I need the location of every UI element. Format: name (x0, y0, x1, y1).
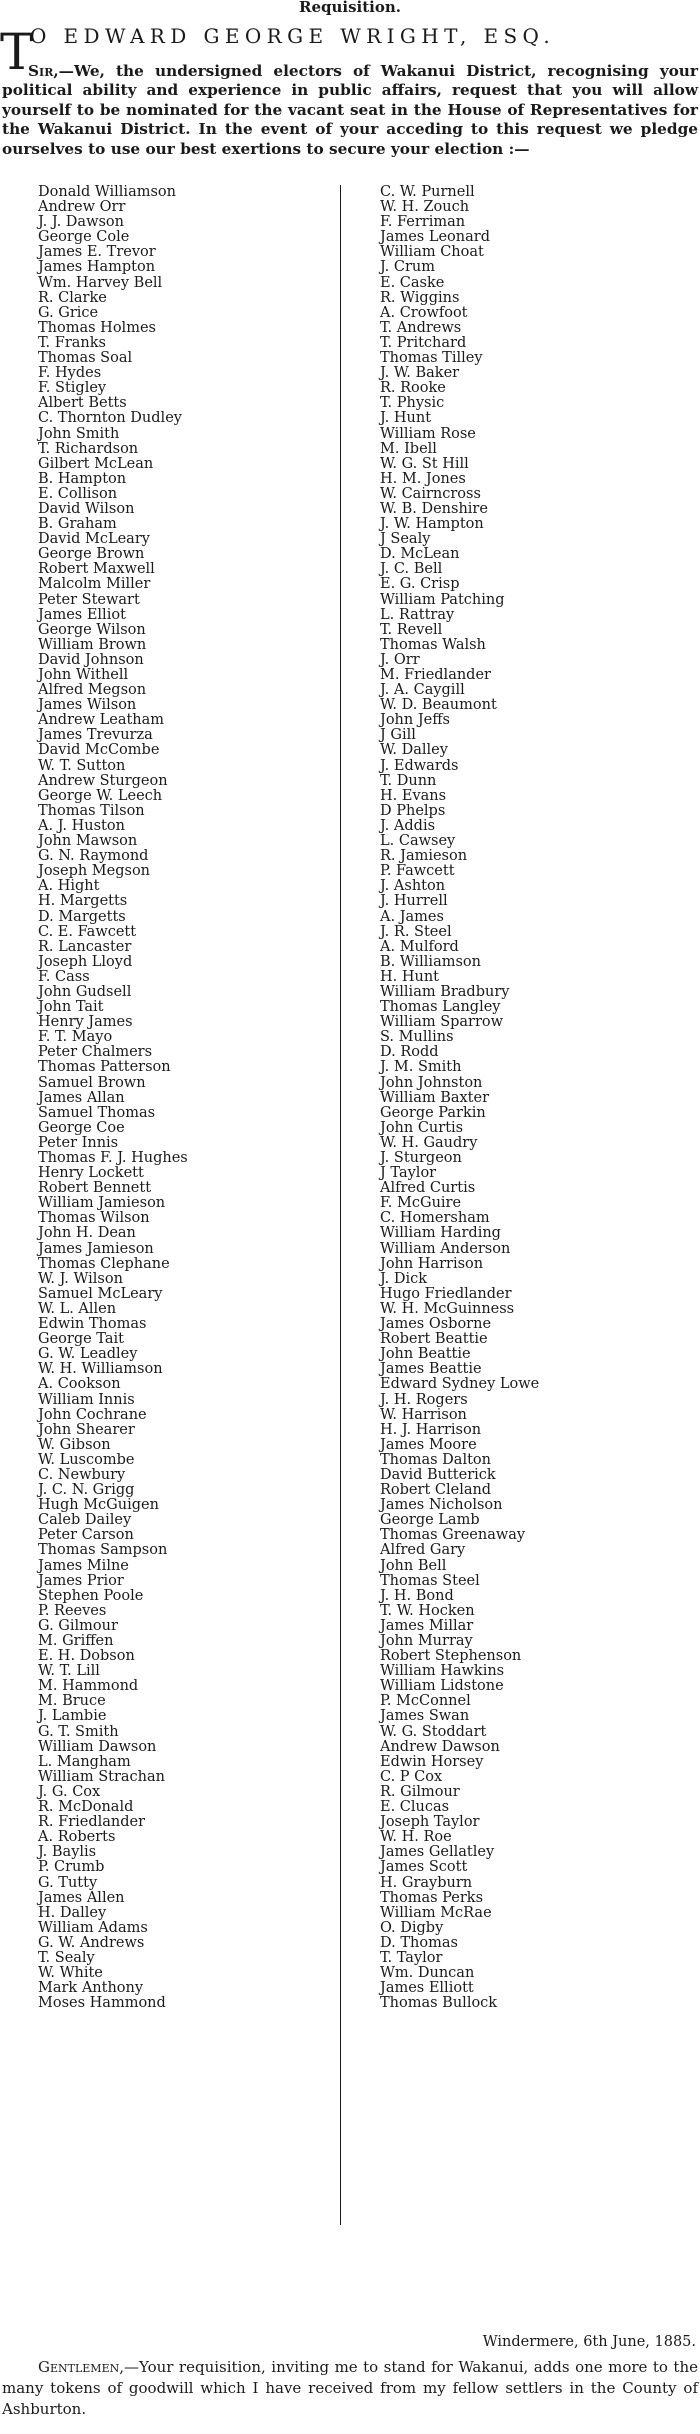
signatory-name: R. Friedlander (38, 1814, 146, 1831)
signatory-name: E. H. Dobson (38, 1648, 135, 1665)
signatory-name: Alfred Curtis (380, 1180, 476, 1197)
signatory-name: James Nicholson (380, 1497, 503, 1514)
signatory-name: Hugh McGuigen (38, 1497, 159, 1514)
signatory-name: J Gill (380, 727, 416, 744)
signatory-name: John Smith (38, 425, 120, 442)
signatory-name: James Milne (38, 1557, 129, 1574)
signatory-name: J. J. Dawson (38, 214, 125, 231)
signatory-name: Thomas Tilson (38, 802, 145, 819)
signatory-name: George Cole (38, 229, 130, 246)
signatory-name: Andrew Orr (38, 199, 126, 216)
requisition-text (2, 62, 698, 159)
signatory-name: James Elliott (380, 1980, 474, 1997)
signatory-name: C. Newbury (38, 1466, 126, 1483)
signatory-name: R. Wiggins (380, 289, 460, 306)
signatory-columns (0, 185, 700, 2225)
signatory-name: F. Stigley (38, 380, 107, 397)
signatory-name: W. H. Williamson (38, 1361, 163, 1378)
signatory-name: G. W. Leadley (38, 1346, 138, 1363)
signatory-name: D. Rodd (380, 1044, 439, 1061)
signatory-name: Thomas Bullock (380, 1995, 498, 2012)
signatory-name: O. Digby (380, 1919, 444, 1936)
signatory-name: Thomas Tilley (380, 350, 483, 367)
signatory-name: W. L. Allen (38, 1300, 117, 1317)
signatory-name: Malcolm Miller (38, 576, 151, 593)
signatory-name: James Beattie (380, 1361, 482, 1378)
signatory-name: John Mawson (38, 833, 138, 850)
signatory-name: James Trevurza (38, 727, 153, 744)
signatory-name: F. McGuire (380, 1195, 462, 1212)
signatory-name: E. G. Crisp (380, 576, 460, 593)
signatory-name: Thomas Soal (38, 350, 133, 367)
signatory-name: A. J. Huston (38, 817, 125, 834)
signatory-name: W. H. Zouch (380, 199, 470, 216)
signatory-name: F. T. Mayo (38, 1029, 113, 1046)
signatory-name: J Taylor (380, 1165, 437, 1182)
signatory-name: Henry James (38, 1014, 133, 1031)
signatory-name: Thomas F. J. Hughes (38, 1150, 188, 1166)
signatory-name: Joseph Megson (38, 863, 151, 880)
signatory-name: L. Mangham (38, 1753, 131, 1770)
signatory-name: Moses Hammond (38, 1995, 166, 2012)
signatory-name: A. Hight (38, 878, 100, 895)
signatory-name: T. Revell (380, 621, 443, 638)
signatory-name: J. H. Bond (380, 1587, 454, 1604)
signatory-name: Peter Innis (38, 1134, 119, 1151)
signatory-name: C. P Cox (380, 1768, 443, 1785)
signatory-name: Joseph Taylor (380, 1814, 480, 1831)
signatory-name: W. J. Wilson (38, 1270, 123, 1287)
signatory-name: J. Baylis (38, 1844, 97, 1861)
reply-text (2, 2357, 698, 2420)
signatory-name: George Coe (38, 1119, 125, 1136)
section-heading: Requisition. (298, 0, 401, 16)
signatory-name: Samuel Brown (38, 1074, 146, 1091)
signatory-name: James Swan (380, 1708, 470, 1725)
reply-body: —Your requisition, inviting me to stand for Wakanui, adds one more to the many tokens of goodwill which I have received from my fellow settlers in the County of Ashburton. (2, 2358, 698, 2418)
signatory-name: A. Crowfoot (380, 304, 468, 321)
signatory-list-right (380, 185, 680, 2011)
signatory-name: William Choat (380, 244, 484, 261)
signatory-name: Thomas Holmes (38, 319, 156, 336)
signatory-name: William Rose (380, 425, 476, 442)
signatory-name: William McRae (380, 1904, 492, 1921)
signatory-name: T. Dunn (380, 772, 437, 789)
signatory-name: David McLeary (38, 531, 150, 548)
signatory-name: George Wilson (38, 621, 146, 638)
signatory-name: W. H. Roe (380, 1829, 452, 1846)
signatory-name: William Strachan (38, 1768, 165, 1785)
signatory-name: D. McLean (380, 546, 460, 563)
signatory-name: James Leonard (380, 229, 490, 246)
signatory-name: Hugo Friedlander (380, 1285, 512, 1302)
signatory-name: H. M. Jones (380, 470, 466, 487)
signatory-name: W. H. Gaudry (380, 1134, 478, 1151)
signatory-name: Thomas Wilson (38, 1210, 150, 1227)
signatory-name: John Jeffs (380, 712, 450, 729)
signatory-name: William Anderson (380, 1240, 511, 1257)
signatory-name: John Curtis (380, 1119, 464, 1136)
signatory-name: Joseph Lloyd (38, 953, 133, 970)
signatory-name: Andrew Leatham (38, 712, 165, 729)
signatory-name: Thomas Walsh (380, 636, 486, 653)
signatory-name: W. Gibson (38, 1436, 111, 1453)
signatory-name: W. White (38, 1965, 103, 1982)
signatory-name: R. Lancaster (38, 938, 132, 955)
signatory-name: James Jamieson (38, 1240, 154, 1257)
signatory-name: R. Rooke (380, 380, 446, 397)
reply-salutation: Gentlemen, (38, 2358, 124, 2376)
signatory-name: F. Ferriman (380, 214, 466, 231)
addressee: O EDWARD GEORGE WRIGHT, ESQ. (30, 24, 556, 48)
signatory-name: Stephen Poole (38, 1587, 144, 1604)
signatory-name: James Allan (38, 1089, 125, 1106)
signatory-name: Mark Anthony (38, 1980, 144, 1997)
drop-cap: T (0, 23, 34, 81)
signatory-name: J. Sturgeon (380, 1150, 462, 1166)
signatory-name: Henry Lockett (38, 1165, 144, 1182)
signatory-name: T. W. Hocken (380, 1602, 475, 1619)
signatory-name: William Baxter (380, 1089, 490, 1106)
signatory-name: Robert Beattie (380, 1331, 488, 1348)
signatory-name: Donald Williamson (38, 184, 176, 200)
signatory-name: J. W. Baker (380, 365, 460, 382)
signatory-name: Alfred Megson (38, 682, 147, 699)
column-divider (340, 185, 341, 2225)
signatory-name: J Sealy (380, 531, 431, 548)
signatory-name: R. McDonald (38, 1799, 134, 1816)
signatory-name: James Millar (380, 1617, 474, 1634)
signatory-name: William Innis (38, 1391, 135, 1408)
signatory-name: W. B. Denshire (380, 500, 488, 517)
signatory-name: C. Homersham (380, 1210, 490, 1227)
signatory-name: James Osborne (380, 1316, 492, 1333)
requisition-body: —We, the undersigned electors of Wakanui District, recognising your political ability and experience in public affairs, request that you will allow yourself to be nominated for the vacant seat in the House of Representatives for the Wakanui District. In the event of your acceding to this request we pledge ourselves to use our best exertions to secure your election :— (2, 62, 698, 158)
signatory-name: David Butterick (380, 1466, 496, 1483)
signatory-name: G. W. Andrews (38, 1934, 145, 1951)
signatory-name: John Murray (380, 1633, 473, 1649)
signatory-name: David Johnson (38, 651, 144, 668)
signatory-name: D. Thomas (380, 1934, 458, 1951)
signatory-name: Albert Betts (38, 395, 127, 412)
signatory-name: H. Dalley (38, 1904, 107, 1921)
signatory-name: T. Taylor (380, 1949, 443, 1966)
signatory-name: D Phelps (380, 802, 446, 819)
signatory-name: P. McConnel (380, 1693, 471, 1710)
signatory-name: R. Gilmour (380, 1783, 460, 1800)
signatory-name: Thomas Perks (380, 1889, 484, 1906)
signatory-name: J. M. Smith (380, 1059, 462, 1076)
signatory-name: T. Andrews (380, 319, 462, 336)
signatory-name: J. Crum (380, 259, 436, 276)
signatory-name: T. Franks (38, 334, 106, 351)
signatory-name: B. Graham (38, 516, 117, 533)
signatory-name: W. T. Lill (38, 1663, 100, 1680)
signatory-name: J. Ashton (380, 878, 446, 895)
signatory-name: William Dawson (38, 1738, 157, 1755)
signatory-name: F. Hydes (38, 365, 102, 382)
signatory-name: J. Dick (380, 1270, 428, 1287)
signatory-name: W. H. McGuinness (380, 1300, 515, 1317)
signatory-name: Wm. Harvey Bell (38, 274, 163, 291)
signatory-name: Thomas Langley (380, 999, 501, 1016)
signatory-name: Thomas Patterson (38, 1059, 171, 1076)
signatory-name: M. Hammond (38, 1678, 139, 1695)
signatory-name: H. Grayburn (380, 1874, 473, 1891)
signatory-name: J. Hunt (380, 410, 432, 427)
signatory-name: W. D. Beaumont (380, 697, 497, 714)
signatory-name: T. Physic (380, 395, 445, 412)
signatory-name: J. R. Steel (380, 923, 452, 940)
signatory-name: Edwin Thomas (38, 1316, 147, 1333)
signatory-name: John Cochrane (38, 1406, 147, 1423)
signatory-name: G. T. Smith (38, 1723, 119, 1740)
signatory-name: James Allen (38, 1889, 125, 1906)
signatory-name: W. G. Stoddart (380, 1723, 487, 1740)
signatory-name: Samuel Thomas (38, 1104, 156, 1121)
signatory-name: William Brown (38, 636, 147, 653)
signatory-name: John Gudsell (38, 983, 132, 1000)
signatory-name: M. Griffen (38, 1633, 114, 1649)
signatory-name: G. Tutty (38, 1874, 98, 1891)
signatory-name: J. Lambie (38, 1708, 107, 1725)
signatory-name: Alfred Gary (380, 1542, 466, 1559)
signatory-name: Edwin Horsey (380, 1753, 484, 1770)
signatory-name: William Bradbury (380, 983, 510, 1000)
signatory-name: Caleb Dailey (38, 1512, 132, 1529)
signatory-name: Thomas Steel (380, 1572, 480, 1589)
signatory-name: W. Dalley (380, 742, 448, 759)
signatory-name: James Scott (380, 1859, 468, 1876)
salutation: Sir, (28, 62, 59, 80)
signatory-name: William Hawkins (380, 1663, 505, 1680)
signatory-name: J. Hurrell (380, 893, 448, 910)
signatory-name: John Bell (380, 1557, 447, 1574)
signatory-name: Peter Stewart (38, 591, 140, 608)
signatory-name: R. Clarke (38, 289, 107, 306)
signatory-name: M. Friedlander (380, 667, 491, 683)
signatory-name: Wm. Duncan (380, 1965, 475, 1982)
signatory-name: Thomas Dalton (380, 1451, 491, 1468)
signatory-name: James Hampton (38, 259, 156, 276)
signatory-name: P. Reeves (38, 1602, 107, 1619)
signatory-name: A. James (380, 908, 444, 925)
signatory-name: J. G. Cox (38, 1783, 101, 1800)
signatory-name: John Johnston (380, 1074, 483, 1091)
signatory-name: J. H. Rogers (380, 1391, 468, 1408)
signatory-name: James Elliot (38, 606, 126, 623)
signatory-name: A. Mulford (380, 938, 459, 955)
signatory-name: E. Clucas (380, 1799, 450, 1816)
signatory-name: E. Caske (380, 274, 445, 291)
signatory-name: R. Jamieson (380, 848, 468, 865)
signatory-name: George W. Leech (38, 787, 163, 804)
signatory-name: J. Edwards (380, 757, 459, 774)
signatory-name: William Lidstone (380, 1678, 504, 1695)
signatory-name: C. W. Purnell (380, 184, 475, 200)
signatory-name: John H. Dean (38, 1225, 136, 1242)
signatory-name: John Tait (38, 999, 104, 1016)
signatory-name: Thomas Sampson (38, 1542, 168, 1559)
signatory-name: George Tait (38, 1331, 124, 1348)
signatory-name: L. Cawsey (380, 833, 456, 850)
signatory-name: Gilbert McLean (38, 455, 154, 472)
signatory-name: Edward Sydney Lowe (380, 1376, 540, 1393)
signatory-name: T. Pritchard (380, 334, 467, 351)
signatory-name: C. E. Fawcett (38, 923, 137, 940)
signatory-name: J. Orr (380, 651, 420, 668)
signatory-name: W. Luscombe (38, 1451, 135, 1468)
signatory-name: Robert Bennett (38, 1180, 152, 1197)
signatory-name: John Beattie (380, 1346, 471, 1363)
signatory-name: William Patching (380, 591, 505, 608)
signatory-name: James Prior (38, 1572, 124, 1589)
signatory-name: S. Mullins (380, 1029, 454, 1046)
signatory-name: W. G. St Hill (380, 455, 469, 472)
signatory-name: H. Hunt (380, 968, 440, 985)
signatory-name: W. T. Sutton (38, 757, 126, 774)
signatory-name: G. Grice (38, 304, 99, 321)
signatory-name: J. C. Bell (380, 561, 443, 578)
signatory-name: C. Thornton Dudley (38, 410, 182, 427)
signatory-name: George Parkin (380, 1104, 486, 1121)
signatory-name: E. Collison (38, 485, 118, 502)
signatory-name: A. Roberts (38, 1829, 116, 1846)
signatory-name: George Brown (38, 546, 145, 563)
signatory-name: D. Margetts (38, 908, 126, 925)
signatory-list-left (38, 185, 338, 2011)
signatory-name: David McCombe (38, 742, 160, 759)
signatory-name: H. Margetts (38, 893, 128, 910)
signatory-name: William Jamieson (38, 1195, 166, 1212)
signatory-name: Robert Stephenson (380, 1648, 522, 1665)
signatory-name: H. Evans (380, 787, 447, 804)
signatory-name: Samuel McLeary (38, 1285, 163, 1302)
signatory-name: T. Richardson (38, 440, 139, 457)
signatory-name: J. W. Hampton (380, 516, 484, 533)
signatory-name: B. Hampton (38, 470, 127, 487)
signatory-name: M. Bruce (38, 1693, 106, 1710)
signatory-name: F. Cass (38, 968, 90, 985)
signatory-name: Peter Chalmers (38, 1044, 153, 1061)
signatory-name: G. Gilmour (38, 1617, 118, 1634)
signatory-name: Thomas Greenaway (380, 1527, 526, 1544)
signatory-name: T. Sealy (38, 1949, 95, 1966)
signatory-name: William Sparrow (380, 1014, 504, 1031)
signatory-name: William Harding (380, 1225, 501, 1242)
dateline: Windermere, 6th June, 1885. (482, 2334, 696, 2350)
signatory-name: William Adams (38, 1919, 148, 1936)
signatory-name: Robert Cleland (380, 1482, 492, 1499)
signatory-name: David Wilson (38, 500, 135, 517)
signatory-name: P. Crumb (38, 1859, 105, 1876)
signatory-name: Thomas Clephane (38, 1255, 170, 1272)
signatory-name: W. Harrison (380, 1406, 467, 1423)
signatory-name: J. Addis (380, 817, 436, 834)
signatory-name: Andrew Sturgeon (38, 772, 168, 789)
signatory-name: James E. Trevor (38, 244, 156, 261)
signatory-name: J. C. N. Grigg (38, 1482, 135, 1499)
signatory-name: George Lamb (380, 1512, 480, 1529)
signatory-name: P. Fawcett (380, 863, 455, 880)
signatory-name: John Harrison (380, 1255, 484, 1272)
signatory-name: J. A. Caygill (380, 682, 465, 699)
signatory-name: Robert Maxwell (38, 561, 155, 578)
signatory-name: John Shearer (38, 1421, 135, 1438)
signatory-name: James Wilson (38, 697, 137, 714)
signatory-name: H. J. Harrison (380, 1421, 482, 1438)
signatory-name: B. Williamson (380, 953, 481, 970)
signatory-name: Peter Carson (38, 1527, 134, 1544)
signatory-name: John Withell (38, 667, 129, 683)
signatory-name: L. Rattray (380, 606, 455, 623)
signatory-name: James Moore (380, 1436, 477, 1453)
signatory-name: G. N. Raymond (38, 848, 149, 865)
signatory-name: W. Cairncross (380, 485, 481, 502)
signatory-name: M. Ibell (380, 440, 437, 457)
signatory-name: Andrew Dawson (380, 1738, 500, 1755)
signatory-name: James Gellatley (380, 1844, 495, 1861)
signatory-name: A. Cookson (38, 1376, 121, 1393)
